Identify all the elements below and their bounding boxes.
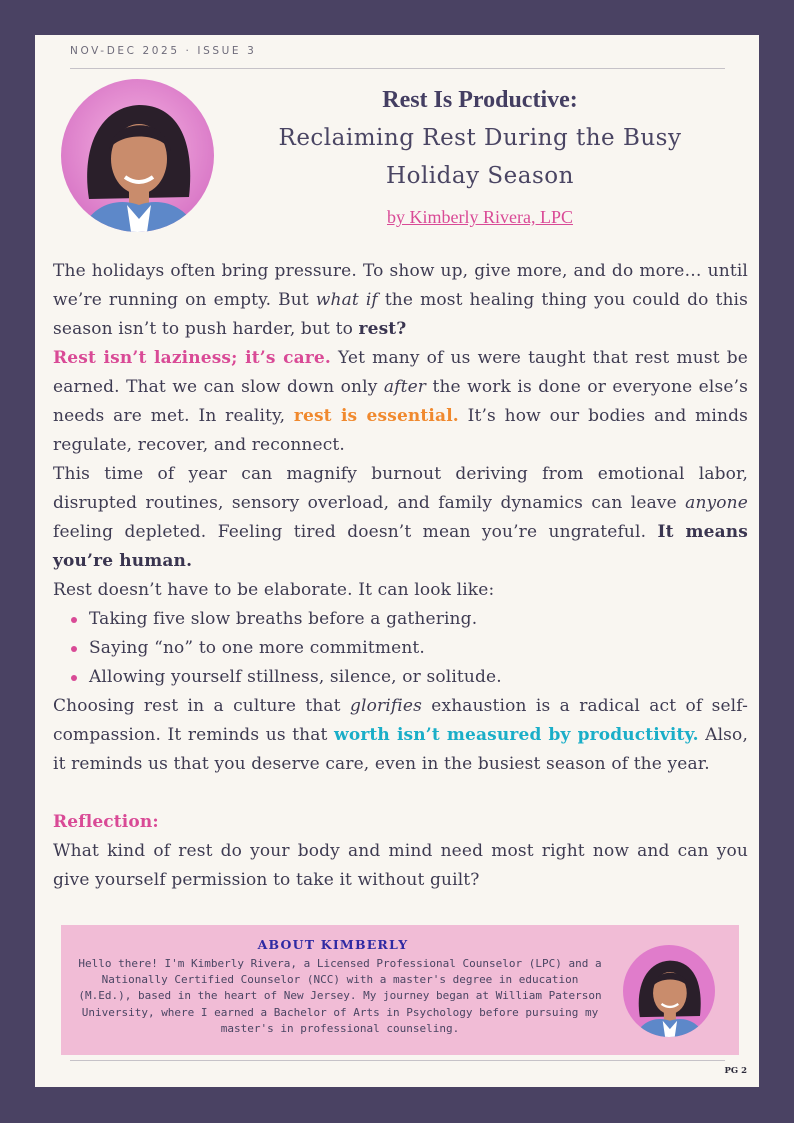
paragraph-burnout: This time of year can magnify burnout deriving from emotional labor, disrupted routines, sensory overload, and family dynamics can leave anyone feeling depleted. Feeling tired doesn’t mean you’re ungrateful. It means you’re human. <box>53 464 748 571</box>
paragraph-list-intro: Rest doesn’t have to be elaborate. It can look like: <box>53 580 495 600</box>
about-author-photo <box>623 945 715 1037</box>
newsletter-page <box>35 35 759 1087</box>
reflection-heading: Reflection: <box>53 812 159 832</box>
issue-label: NOV-DEC 2025 · ISSUE 3 <box>70 45 257 57</box>
paragraph-care: Rest isn’t laziness; it’s care. Yet many of us were taught that rest must be earned. That we can slow down only after the work is done or everyone else’s needs are met. In reality, rest is essential. It’s how our bodies and minds regulate, recover, and reconnect. <box>53 348 748 455</box>
article-body <box>53 257 748 895</box>
list-item: Taking five slow breaths before a gathering. <box>71 605 748 634</box>
list-item: Saying “no” to one more commitment. <box>71 634 748 663</box>
list-item: Allowing yourself stillness, silence, or solitude. <box>71 663 748 692</box>
about-bio: Hello there! I'm Kimberly Rivera, a Licensed Professional Counselor (LPC) and a Nationally Certified Counselor (NCC) with a master's degree in education (M.Ed.), based in the heart of New Jersey. My journey began at William Paterson University, where I earned a Bachelor of Arts in Psychology before pursuing my master's in professional counseling. <box>78 957 602 1035</box>
article-header <box>230 85 730 228</box>
paragraph-culture: Choosing rest in a culture that glorifies exhaustion is a radical act of self-compassion. It reminds us that worth isn’t measured by productivity. Also, it reminds us that you deserve care, even in the busiest season of the year. <box>53 696 748 774</box>
about-author-box <box>61 925 739 1055</box>
bottom-divider <box>70 1060 725 1061</box>
rest-ideas-list <box>53 605 748 692</box>
about-heading: ABOUT KIMBERLY <box>257 937 409 952</box>
page-number: PG 2 <box>724 1066 747 1076</box>
article-subtitle: Reclaiming Rest During the Busy Holiday Season <box>278 125 682 189</box>
paragraph-intro: The holidays often bring pressure. To show up, give more, and do more… until we’re running on empty. But what if the most healing thing you could do this season isn’t to push harder, but to rest? <box>53 261 749 339</box>
reflection-question: What kind of rest do your body and mind need most right now and can you give yourself permission to take it without guilt? <box>53 841 748 890</box>
top-divider <box>70 68 725 69</box>
article-title: Rest Is Productive: <box>382 87 578 113</box>
author-byline-link[interactable]: by Kimberly Rivera, LPC <box>387 207 573 227</box>
author-portrait <box>61 79 214 232</box>
